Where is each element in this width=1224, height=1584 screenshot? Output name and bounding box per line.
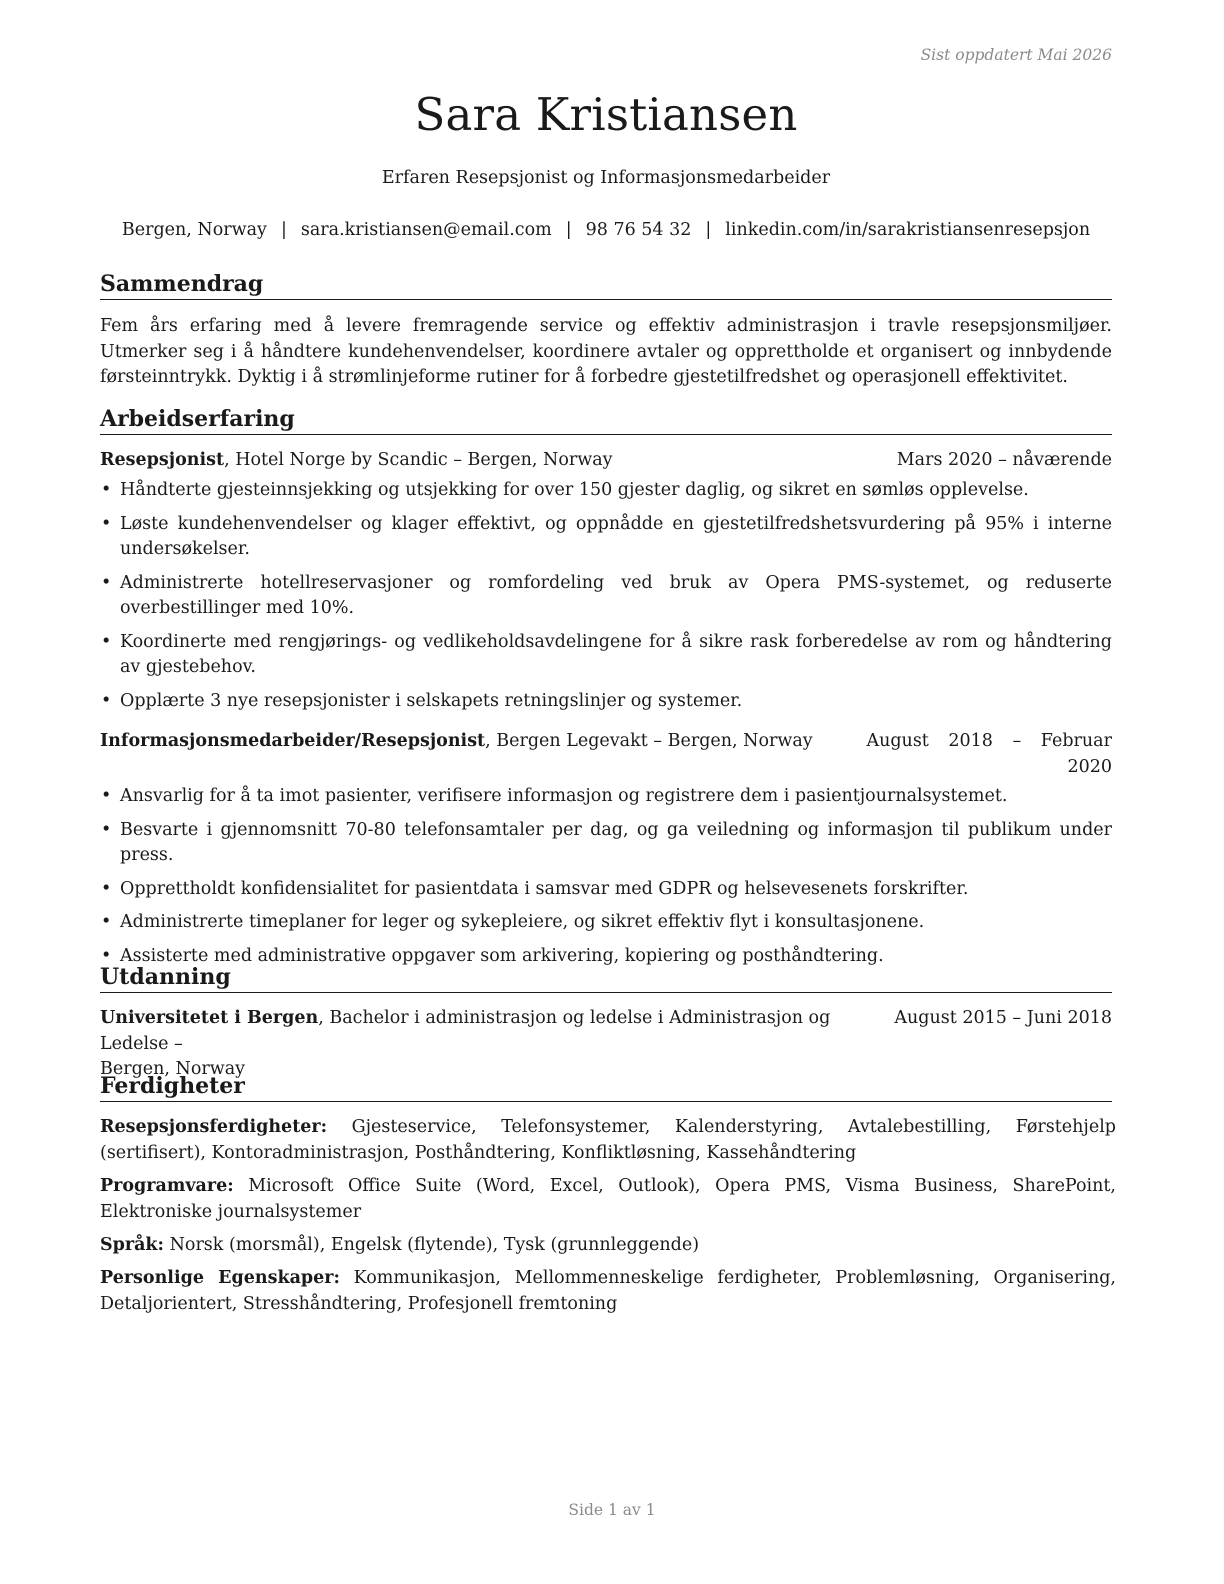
job-dates-line: August 2018 – Februar (866, 731, 1112, 751)
job-dates-line: 2020 (1067, 756, 1112, 777)
job-role: Resepsjonist (100, 450, 225, 470)
job-bullet: • Løste kundehenvendelser og klager effektivt, og oppnådde en gjestetilfredshetsvurdering på 95% i interne undersøkelser. (100, 512, 1112, 563)
job-bullet: • Assisterte med administrative oppgaver som arkivering, kopiering og posthåndtering. (100, 944, 1112, 970)
contact-email-link[interactable]: sara.kristiansen@email.com (300, 220, 552, 240)
education-school: Universitetet i Bergen (100, 1008, 319, 1028)
job-bullet: • Opplærte 3 nye resepsjonister i selskapets retningslinjer og systemer. (100, 689, 1112, 715)
job-header (100, 729, 1112, 780)
section-title-skills: Ferdigheter (100, 1072, 1112, 1102)
candidate-subtitle: Erfaren Resepsjonist og Informasjonsmedarbeider (381, 168, 831, 188)
contact-separator: | (705, 220, 712, 240)
education-degree: , Bachelor i administrasjon og ledelse i Administrasjon og Ledelse – (100, 1008, 831, 1054)
job-bullet: • Koordinerte med rengjørings- og vedlikeholdsavdelingene for å sikre rask forberedelse av rom og håndtering av gjestebehov. (100, 630, 1112, 681)
job-header (100, 448, 1112, 474)
section-title-experience: Arbeidserfaring (100, 405, 1112, 435)
job-dates: Mars 2020 – nåværende (896, 450, 1112, 470)
contact-separator: | (565, 220, 572, 240)
job-bullet: • Opprettholdt konfidensialitet for pasientdata i samsvar med GDPR og helsevesenets forskrifter. (100, 877, 1112, 903)
summary-text: Fem års erfaring med å levere fremragende service og effektiv administrasjon i travle resepsjonsmiljøer. Utmerker seg i å håndtere kundehenvendelser, koordinere avtaler og opprettholde et organisert og innbydende førsteinntrykk. Dyktig i å strømlinjeforme rutiner for å forbedre gjestetilfredshet og operasjonell effektivitet. (100, 316, 1112, 387)
skill-group (100, 1266, 1116, 1317)
skill-group (100, 1115, 1116, 1166)
job-bullet-list (100, 478, 1112, 722)
skill-label: Programvare: (100, 1176, 234, 1196)
education-dates: August 2015 – Juni 2018 (894, 1008, 1112, 1028)
job-dates (866, 729, 1112, 780)
contact-separator: | (280, 220, 287, 240)
job-bullet: • Besvarte i gjennomsnitt 70-80 telefonsamtaler per dag, og ga veiledning og informasjon til publikum under press. (100, 818, 1112, 869)
skill-group (100, 1233, 1116, 1259)
job-role: Informasjonsmedarbeider/Resepsjonist (100, 731, 486, 751)
skill-label: Resepsjonsferdigheter: (100, 1117, 328, 1137)
job-employer: , Bergen Legevakt – Bergen, Norway (485, 731, 813, 751)
page-number: Side 1 av 1 (568, 1501, 656, 1519)
job-bullet: • Håndterte gjesteinnsjekking og utsjekking for over 150 gjester daglig, og sikret en sømløs opplevelse. (100, 478, 1112, 504)
section-title-summary: Sammendrag (100, 270, 1112, 300)
job-title-line (100, 729, 813, 755)
education-location: Bergen, Norway (100, 1059, 246, 1079)
skill-text: Norsk (morsmål), Engelsk (flytende), Tysk (grunnleggende) (164, 1235, 700, 1255)
skill-label: Språk: (100, 1235, 165, 1255)
last-updated-text: Sist oppdatert Mai 2026 (920, 46, 1112, 64)
job-employer: , Hotel Norge by Scandic – Bergen, Norway (224, 450, 613, 470)
skill-label: Personlige Egenskaper: (100, 1268, 340, 1288)
skill-text: Kommunikasjon, Mellommenneskelige ferdigheter, Problemløsning, Organisering, Detaljorientert, Stresshåndtering, Profesjonell fremtoning (100, 1268, 1116, 1314)
job-bullet: • Administrerte hotellreservasjoner og romfordeling ved bruk av Opera PMS-systemet, og reduserte overbestillinger med 10%. (100, 571, 1112, 622)
job-bullet-list (100, 784, 1112, 977)
job-bullet: • Administrerte timeplaner for leger og sykepleiere, og sikret effektiv flyt i konsultasjonene. (100, 910, 1112, 936)
section-title-education: Utdanning (100, 963, 1112, 993)
job-title-line (100, 448, 613, 474)
contact-line (100, 220, 1112, 240)
job-bullet: • Ansvarlig for å ta imot pasienter, verifisere informasjon og registrere dem i pasientjournalsystemet. (100, 784, 1112, 810)
contact-linkedin-link[interactable]: linkedin.com/in/sarakristiansenresepsjon (725, 220, 1091, 240)
contact-location: Bergen, Norway (121, 220, 267, 240)
skill-group (100, 1174, 1116, 1225)
skill-text: Microsoft Office Suite (Word, Excel, Outlook), Opera PMS, Visma Business, SharePoint, Elektroniske journalsystemer (100, 1176, 1116, 1222)
skill-text: Gjesteservice, Telefonsystemer, Kalenderstyring, Avtalebestilling, Førstehjelp (sertifisert), Kontoradministrasjon, Posthåndtering, Konfliktløsning, Kassehåndtering (100, 1117, 1116, 1163)
contact-phone: 98 76 54 32 (585, 220, 692, 240)
candidate-name: Sara Kristiansen (414, 88, 798, 141)
